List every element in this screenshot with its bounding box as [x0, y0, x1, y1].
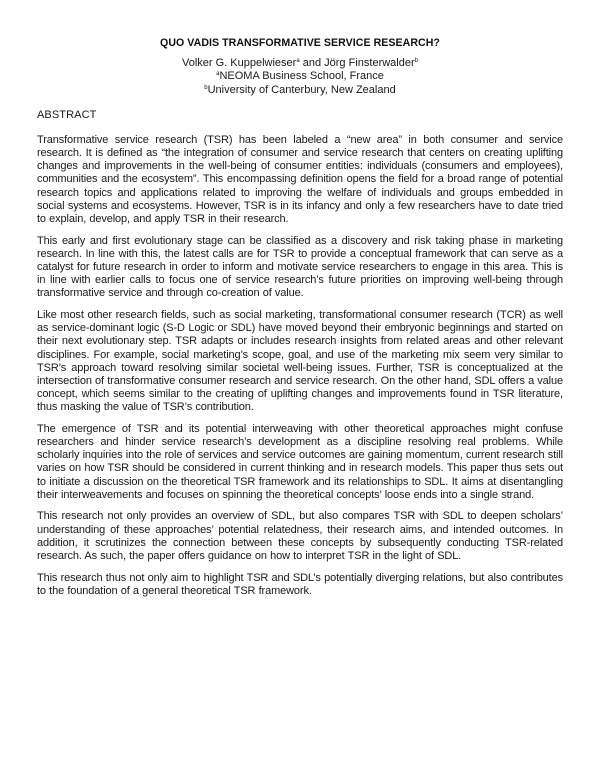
- affiliation-line: [37, 70, 563, 83]
- affiliation-mark: a: [216, 71, 220, 78]
- abstract-paragraph: Transformative service research (TSR) has been labeled a “new area” in both consumer and service research. It is defined as “the integration of consumer and service research that centers on creating uplifting changes and improvements in the well-being of consumer entities: individuals (consumers and employees), communities and the ecosystem”. This encompassing definition opens the field for a broad range of potential research topics and applications related to improving the welfare of individuals and groups embedded in social systems and ecosystems. However, TSR is in its infancy and only a few researchers have to date tried to explain, develop, and apply TSR in their research.: [37, 134, 563, 225]
- abstract-paragraph: This early and first evolutionary stage can be classified as a discovery and risk taking phase in marketing research. In line with this, the latest calls are for TSR to provide a conceptual framework that can serve as a catalyst for future research in order to inform and motivate service researchers to engage in this area. This is in line with earlier calls to focus one of service research’s future priorities on improving well-being through transformative service and through co-creation of value.: [37, 234, 563, 300]
- author-block: [37, 57, 563, 97]
- affiliation-mark: b: [204, 84, 208, 91]
- affiliation-text: NEOMA Business School, France: [219, 70, 384, 83]
- author-name: Jörg Finsterwalder: [324, 57, 415, 69]
- author-name: Volker G. Kuppelwieser: [182, 57, 297, 69]
- author-conjunction: and: [299, 57, 325, 69]
- affiliation-text: University of Canterbury, New Zealand: [207, 83, 396, 96]
- abstract-paragraph: The emergence of TSR and its potential interweaving with other theoretical approaches might confuse researchers and hinder service research’s development as a discipline resolving real problems. While scholarly inquiries into the role of services and service outcomes are gaining momentum, current research still varies on how TSR should be considered in current thinking and in research models. This paper thus sets out to initiate a discussion on the theoretical TSR framework and its relationships to SDL. It aims at disentangling their interweavements and focuses on spinning the theoretical concepts’ loose ends into a single strand.: [37, 422, 563, 501]
- affiliation-mark: b: [414, 58, 418, 64]
- abstract-paragraph: This research not only provides an overview of SDL, but also compares TSR with SDL to deepen scholars’ understanding of these approaches’ potential relatedness, their research aims, and intended outcomes. In addition, it scrutinizes the connection between these concepts by subsequently conducting TSR-related research. As such, the paper offers guidance on how to interpret TSR in the light of SDL.: [37, 510, 563, 562]
- abstract-paragraph: This research thus not only aim to highlight TSR and SDL’s potentially diverging relations, but also contributes to the foundation of a general theoretical TSR framework.: [37, 571, 563, 597]
- abstract-body: [37, 134, 563, 607]
- paper-title: QUO VADIS TRANSFORMATIVE SERVICE RESEARCH?: [160, 37, 440, 49]
- affiliation-mark: a: [296, 58, 300, 64]
- affiliation-line: [37, 84, 563, 97]
- abstract-heading: ABSTRACT: [37, 109, 97, 121]
- abstract-paragraph: Like most other research fields, such as social marketing, transformational consumer research (TCR) as well as service-dominant logic (S-D Logic or SDL) have moved beyond their embryonic beginnings and started on their next evolutionary step. TSR adapts or includes research insights from related areas and other relevant disciplines. For example, social marketing’s scope, goal, and use of the marketing mix seem very similar to TSR’s approach toward resolving similar societal well-being issues. Further, TSR is conceptualized at the intersection of transformative consumer research and service research. On the other hand, SDL offers a value concept, which seems similar to the creating of uplifting changes and improvements found in TSR literature, thus masking the value of TSR’s contribution.: [37, 309, 563, 414]
- author-line: [37, 57, 563, 70]
